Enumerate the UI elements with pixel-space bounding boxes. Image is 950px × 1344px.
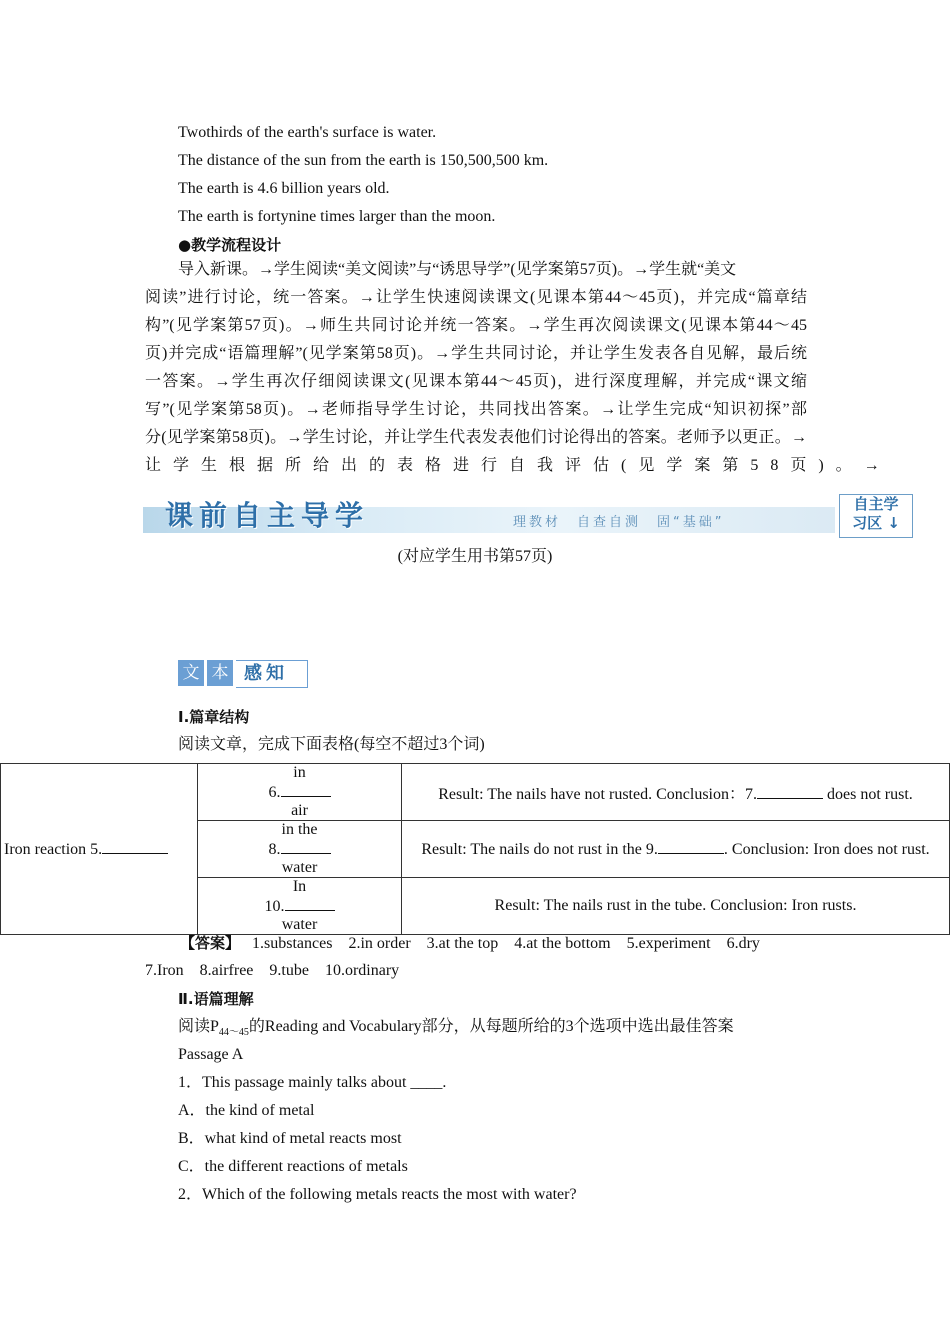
page-reference: (对应学生用书第57页) bbox=[397, 548, 553, 565]
section-banner bbox=[143, 492, 913, 538]
banner-badge bbox=[839, 494, 913, 538]
passage-label: Passage A bbox=[178, 1046, 244, 1063]
arrow-down-icon: ↓ bbox=[887, 514, 900, 532]
part2-heading: Ⅱ.语篇理解 bbox=[178, 990, 254, 1008]
flow-line: 导入新课。→学生阅读“美文阅读”与“诱思导学”(见学案第57页)。→学生就“美文 bbox=[178, 261, 737, 278]
blank-5[interactable] bbox=[102, 839, 168, 854]
flow-line: 一答案。→学生再次仔细阅读课文(见课本第44～45页)，进行深度理解，并完成“课文缩 bbox=[145, 373, 807, 390]
flow-line: 写”(见学案第58页)。→老师指导学生讨论，共同找出答案。→让学生完成“知识初探”部 bbox=[145, 401, 807, 418]
flow-line: 阅读”进行讨论，统一答案。→让学生快速阅读课文(见课本第44～45页)，并完成“篇章结 bbox=[145, 289, 807, 306]
banner-title: 课前自主导学 bbox=[165, 499, 370, 532]
answers-line bbox=[180, 932, 760, 955]
part2-instruction: 阅读$P_{44\sim 45}$的Reading and Vocabulary部分，从每题所给的3个选项中选出最佳答案 bbox=[178, 1018, 734, 1039]
answers-text: 1.substances 2.in order 3.at the top 4.at the bottom 5.experiment 6.dry bbox=[252, 935, 760, 952]
answers-label: 【答案】 bbox=[180, 934, 241, 952]
table-result-cell: Result: The nails have not rusted. Conclusion：7. does not rust. bbox=[402, 764, 950, 821]
option-a[interactable]: A．the kind of metal bbox=[178, 1102, 315, 1119]
fact-line: Twothirds of the earth's surface is water. bbox=[178, 124, 437, 141]
part1-instruction: 阅读文章，完成下面表格(每空不超过3个词) bbox=[178, 736, 485, 753]
fact-line: The earth is fortynine times larger than the moon. bbox=[178, 208, 496, 225]
question-1: 1．This passage mainly talks about ____. bbox=[178, 1074, 447, 1091]
flow-heading: ●教学流程设计 bbox=[178, 236, 282, 254]
flow-line: 分(见学案第58页)。→学生讨论，并让学生代表发表他们讨论得出的答案。老师予以更正。→ bbox=[145, 429, 807, 446]
banner-badge-line1: 自主学 bbox=[853, 495, 899, 513]
blank-10[interactable] bbox=[285, 896, 335, 911]
section-tag-char: 本 bbox=[207, 660, 233, 686]
flow-line: 让学生根据所给出的表格进行自我评估(见学案第58页)。→ bbox=[145, 457, 892, 474]
option-c[interactable]: C．the different reactions of metals bbox=[178, 1158, 408, 1175]
question-2: 2．Which of the following metals reacts the most with water? bbox=[178, 1186, 577, 1203]
part1-heading: Ⅰ.篇章结构 bbox=[178, 708, 250, 726]
section-tag bbox=[178, 660, 310, 690]
banner-badge-line2: 习区 ↓ bbox=[852, 514, 900, 532]
table-condition-cell: In 10. water bbox=[198, 878, 402, 935]
flow-line: 页)并完成“语篇理解”(见学案第58页)。→学生共同讨论，并让学生发表各自见解，最后统 bbox=[145, 345, 807, 362]
table-condition-cell: in 6. air bbox=[198, 764, 402, 821]
blank-7[interactable] bbox=[757, 784, 823, 799]
option-b[interactable]: B．what kind of metal reacts most bbox=[178, 1130, 402, 1147]
structure-table bbox=[0, 763, 950, 935]
table-condition-cell: in the 8. water bbox=[198, 821, 402, 878]
fact-line: The distance of the sun from the earth is 150,500,500 km. bbox=[178, 152, 549, 169]
blank-8[interactable] bbox=[281, 839, 331, 854]
flow-line: 构”(见学案第57页)。→师生共同讨论并统一答案。→学生再次阅读课文(见课本第44～45 bbox=[145, 317, 807, 334]
blank-9[interactable] bbox=[658, 839, 724, 854]
table-result-cell: Result: The nails rust in the tube. Conclusion: Iron rusts. bbox=[402, 878, 950, 935]
table-left-cell: Iron reaction 5. bbox=[1, 764, 198, 935]
answers-line: 7.Iron 8.airfree 9.tube 10.ordinary bbox=[145, 962, 400, 979]
fact-line: The earth is 4.6 billion years old. bbox=[178, 180, 390, 197]
blank-6[interactable] bbox=[281, 782, 331, 797]
banner-subtitle: 理教材 自查自测 固“基础” bbox=[513, 515, 725, 530]
section-tag-char: 文 bbox=[178, 660, 204, 686]
table-result-cell: Result: The nails do not rust in the 9. . Conclusion: Iron does not rust. bbox=[402, 821, 950, 878]
section-tag-label: 感知 bbox=[236, 660, 308, 688]
page-range: 44～45 bbox=[218, 1027, 249, 1039]
